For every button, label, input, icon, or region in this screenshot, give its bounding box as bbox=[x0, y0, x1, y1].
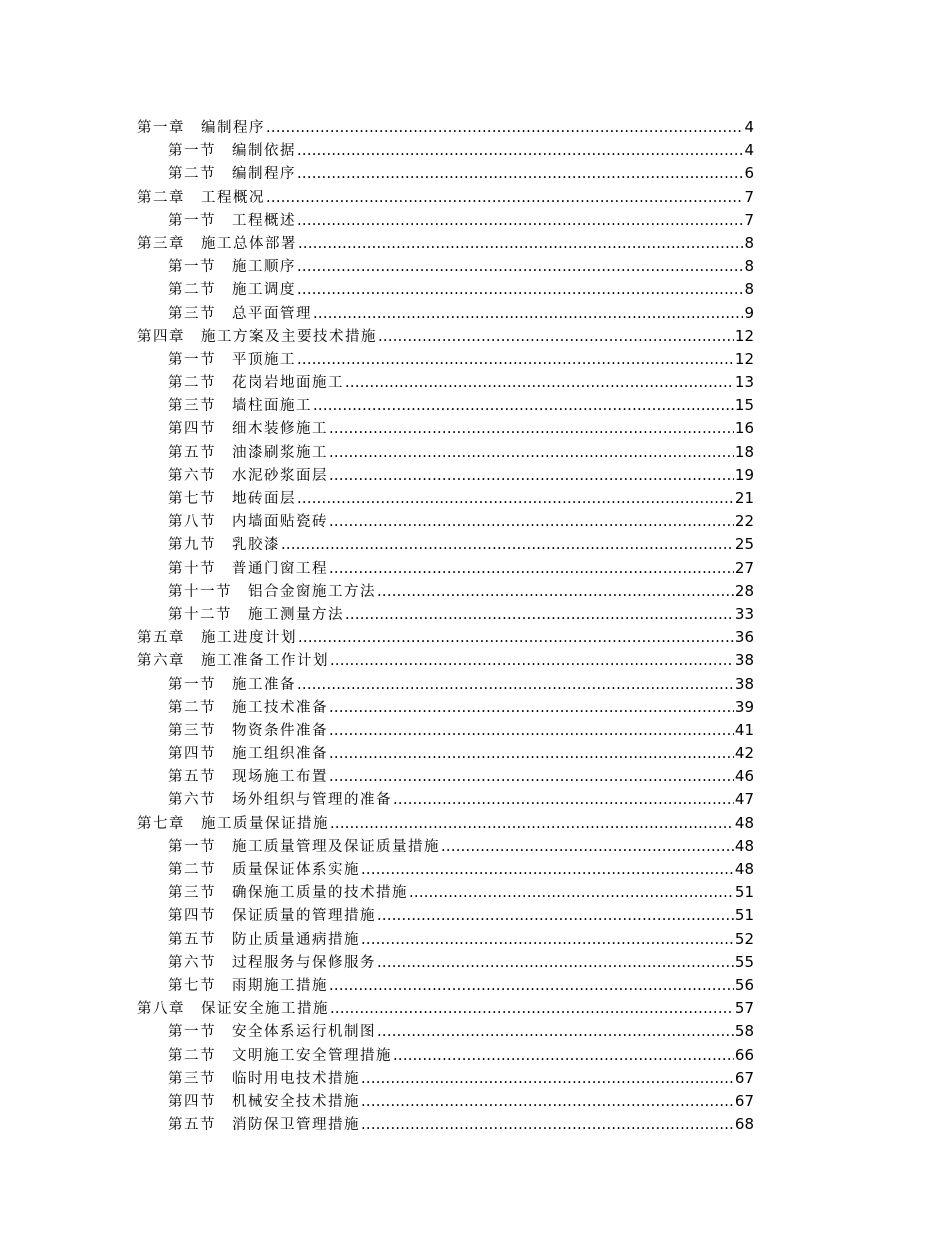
toc-dot-leader bbox=[377, 581, 734, 604]
toc-dot-leader bbox=[393, 789, 734, 812]
toc-entry-label bbox=[137, 233, 297, 256]
toc-entry-label bbox=[168, 975, 328, 998]
toc-entry-label bbox=[168, 929, 360, 952]
toc-entry-label bbox=[168, 442, 328, 465]
toc-entry-label bbox=[137, 998, 329, 1021]
toc-section-entry[interactable] bbox=[137, 533, 754, 556]
toc-entry-label bbox=[168, 140, 296, 163]
toc-entry-label bbox=[168, 488, 296, 511]
toc-section-entry[interactable] bbox=[137, 928, 754, 951]
toc-entry-label bbox=[168, 743, 328, 766]
toc-entry-label bbox=[137, 326, 377, 349]
toc-entry-label bbox=[137, 117, 265, 140]
toc-entry-number: 第一节 bbox=[168, 212, 216, 229]
toc-entry-title: 施工质量保证措施 bbox=[201, 815, 329, 832]
toc-entry-number: 第九节 bbox=[168, 537, 216, 554]
toc-entry-number: 第三节 bbox=[168, 722, 216, 739]
toc-dot-leader bbox=[313, 395, 734, 418]
toc-entry-page: 57 bbox=[734, 999, 754, 1018]
toc-entry-number: 第五章 bbox=[137, 630, 185, 647]
toc-entry-page: 22 bbox=[734, 512, 754, 531]
toc-dot-leader bbox=[330, 813, 734, 836]
toc-section-entry[interactable] bbox=[137, 904, 754, 927]
toc-entry-number: 第三节 bbox=[168, 398, 216, 415]
toc-section-entry[interactable] bbox=[137, 557, 754, 580]
toc-entry-label bbox=[168, 882, 408, 905]
toc-entry-title: 乳胶漆 bbox=[232, 537, 280, 554]
toc-dot-leader bbox=[378, 326, 734, 349]
toc-entry-title: 施工技术准备 bbox=[232, 699, 328, 716]
toc-entry-page: 12 bbox=[734, 349, 754, 368]
toc-entry-number: 第三节 bbox=[168, 305, 216, 322]
toc-entry-page: 18 bbox=[734, 442, 754, 461]
toc-entry-title: 施工进度计划 bbox=[201, 630, 297, 647]
toc-entry-page: 46 bbox=[734, 767, 754, 786]
toc-entry-page: 28 bbox=[734, 581, 754, 600]
toc-entry-title: 施工准备 bbox=[232, 676, 296, 693]
toc-entry-title: 雨期施工措施 bbox=[232, 977, 328, 994]
toc-entry-title: 现场施工布置 bbox=[232, 769, 328, 786]
toc-entry-label bbox=[168, 1114, 360, 1137]
toc-entry-label bbox=[168, 697, 328, 720]
toc-entry-label bbox=[168, 905, 376, 928]
toc-entry-page: 4 bbox=[744, 141, 754, 160]
toc-entry-title: 保证质量的管理措施 bbox=[232, 908, 376, 925]
toc-entry-label bbox=[168, 372, 344, 395]
toc-entry-number: 第五节 bbox=[168, 444, 216, 461]
toc-section-entry[interactable] bbox=[137, 1044, 754, 1067]
toc-entry-number: 第一章 bbox=[137, 120, 185, 136]
toc-entry-label bbox=[168, 604, 344, 627]
toc-section-entry[interactable] bbox=[137, 417, 754, 440]
toc-dot-leader bbox=[329, 975, 734, 998]
toc-entry-title: 保证安全施工措施 bbox=[201, 1001, 329, 1018]
toc-dot-leader bbox=[329, 465, 734, 488]
toc-entry-title: 油漆刷浆施工 bbox=[232, 444, 328, 461]
toc-entry-title: 内墙面贴瓷砖 bbox=[232, 514, 328, 531]
toc-entry-label bbox=[168, 836, 440, 859]
toc-entry-page: 19 bbox=[734, 465, 754, 484]
toc-entry-number: 第一节 bbox=[168, 259, 216, 276]
toc-entry-page: 8 bbox=[744, 280, 754, 299]
toc-entry-title: 地砖面层 bbox=[232, 491, 296, 507]
toc-entry-label bbox=[168, 674, 296, 697]
toc-dot-leader bbox=[329, 720, 734, 743]
toc-entry-number: 第十节 bbox=[168, 560, 216, 577]
toc-dot-leader bbox=[393, 1045, 734, 1068]
toc-section-entry[interactable] bbox=[137, 1020, 754, 1043]
toc-dot-leader bbox=[297, 140, 743, 163]
toc-chapter-entry[interactable] bbox=[137, 325, 754, 348]
toc-dot-leader bbox=[409, 882, 734, 905]
toc-section-entry[interactable] bbox=[137, 881, 754, 904]
toc-entry-title: 总平面管理 bbox=[232, 305, 312, 322]
toc-dot-leader bbox=[297, 256, 743, 279]
toc-section-entry[interactable] bbox=[137, 1113, 754, 1136]
toc-entry-number: 第二节 bbox=[168, 1047, 216, 1064]
toc-dot-leader bbox=[298, 233, 743, 256]
toc-entry-number: 第五节 bbox=[168, 769, 216, 786]
toc-section-entry[interactable] bbox=[137, 441, 754, 464]
toc-entry-label bbox=[168, 1045, 392, 1068]
toc-entry-label bbox=[137, 627, 297, 650]
toc-entry-title: 施工顺序 bbox=[232, 259, 296, 276]
toc-entry-number: 第二节 bbox=[168, 282, 216, 299]
toc-entry-page: 51 bbox=[734, 883, 754, 902]
toc-section-entry[interactable] bbox=[137, 580, 754, 603]
toc-entry-number: 第五节 bbox=[168, 1117, 216, 1134]
toc-section-entry[interactable] bbox=[137, 371, 754, 394]
toc-dot-leader bbox=[297, 279, 743, 302]
toc-entry-title: 临时用电技术措施 bbox=[232, 1070, 360, 1087]
toc-entry-number: 第一节 bbox=[168, 838, 216, 855]
toc-entry-number: 第五节 bbox=[168, 931, 216, 948]
toc-entry-number: 第八节 bbox=[168, 514, 216, 531]
toc-entry-number: 第一节 bbox=[168, 143, 216, 160]
toc-entry-label bbox=[168, 534, 280, 557]
toc-entry-title: 施工测量方法 bbox=[248, 606, 344, 623]
toc-entry-label bbox=[168, 558, 328, 581]
toc-entry-number: 第二章 bbox=[137, 189, 185, 206]
toc-dot-leader bbox=[345, 372, 734, 395]
toc-dot-leader bbox=[298, 627, 734, 650]
toc-entry-title: 物资条件准备 bbox=[232, 722, 328, 739]
toc-entry-page: 7 bbox=[744, 210, 754, 229]
toc-entry-label bbox=[168, 210, 296, 233]
toc-entry-label bbox=[137, 187, 265, 210]
toc-entry-number: 第二节 bbox=[168, 166, 216, 183]
toc-section-entry[interactable] bbox=[137, 1067, 754, 1090]
toc-entry-label bbox=[168, 418, 328, 441]
toc-entry-title: 编制程序 bbox=[201, 120, 265, 136]
toc-entry-number: 第三节 bbox=[168, 885, 216, 902]
toc-dot-leader bbox=[330, 998, 734, 1021]
toc-entry-label bbox=[168, 859, 360, 882]
toc-entry-title: 质量保证体系实施 bbox=[232, 862, 360, 878]
toc-entry-page: 27 bbox=[734, 558, 754, 577]
toc-entry-page: 66 bbox=[734, 1045, 754, 1064]
toc-dot-leader bbox=[297, 488, 734, 511]
toc-entry-page: 9 bbox=[744, 303, 754, 322]
toc-entry-page: 48 bbox=[734, 813, 754, 832]
toc-section-entry[interactable] bbox=[137, 742, 754, 765]
toc-section-entry[interactable] bbox=[137, 139, 754, 162]
toc-entry-number: 第一节 bbox=[168, 1024, 216, 1041]
toc-entry-label bbox=[168, 349, 296, 372]
toc-entry-title: 编制依据 bbox=[232, 143, 296, 160]
toc-entry-title: 平顶施工 bbox=[232, 351, 296, 368]
toc-entry-page: 48 bbox=[734, 860, 754, 878]
toc-dot-leader bbox=[266, 187, 743, 210]
toc-entry-page: 67 bbox=[734, 1068, 754, 1087]
toc-entry-page: 58 bbox=[734, 1022, 754, 1041]
toc-section-entry[interactable] bbox=[137, 858, 754, 881]
toc-dot-leader bbox=[329, 697, 734, 720]
toc-dot-leader bbox=[361, 1114, 734, 1137]
toc-dot-leader bbox=[329, 442, 734, 465]
toc-dot-leader bbox=[361, 859, 734, 882]
toc-entry-page: 8 bbox=[744, 257, 754, 276]
toc-dot-leader bbox=[329, 558, 734, 581]
toc-entry-title: 普通门窗工程 bbox=[232, 560, 328, 577]
toc-entry-page: 42 bbox=[734, 744, 754, 763]
toc-entry-page: 39 bbox=[734, 697, 754, 716]
toc-entry-number: 第六节 bbox=[168, 467, 216, 484]
toc-entry-label bbox=[168, 395, 312, 418]
toc-entry-page: 51 bbox=[734, 906, 754, 925]
toc-entry-label bbox=[168, 256, 296, 279]
toc-chapter-entry[interactable] bbox=[137, 649, 754, 672]
toc-entry-number: 第一节 bbox=[168, 351, 216, 368]
toc-section-entry[interactable] bbox=[137, 603, 754, 626]
toc-section-entry[interactable] bbox=[137, 951, 754, 974]
toc-entry-title: 安全体系运行机制图 bbox=[232, 1024, 376, 1041]
toc-entry-title: 细木装修施工 bbox=[232, 421, 328, 438]
toc-entry-page: 56 bbox=[734, 975, 754, 994]
toc-section-entry[interactable] bbox=[137, 974, 754, 997]
toc-entry-number: 第三章 bbox=[137, 235, 185, 252]
toc-entry-page: 25 bbox=[734, 535, 754, 554]
toc-entry-page: 15 bbox=[734, 396, 754, 415]
toc-entry-page: 52 bbox=[734, 929, 754, 948]
toc-dot-leader bbox=[297, 210, 743, 233]
toc-entry-title: 工程概述 bbox=[232, 212, 296, 229]
toc-section-entry[interactable] bbox=[137, 255, 754, 278]
toc-entry-title: 过程服务与保修服务 bbox=[232, 954, 376, 971]
toc-entry-title: 水泥砂浆面层 bbox=[232, 467, 328, 484]
toc-entry-page: 55 bbox=[734, 952, 754, 971]
toc-entry-number: 第四节 bbox=[168, 421, 216, 438]
toc-section-entry[interactable] bbox=[137, 696, 754, 719]
toc-entry-page: 12 bbox=[734, 326, 754, 345]
toc-entry-title: 机械安全技术措施 bbox=[232, 1093, 360, 1110]
toc-entry-title: 施工方案及主要技术措施 bbox=[201, 328, 377, 345]
toc-entry-title: 工程概况 bbox=[201, 189, 265, 206]
toc-entry-page: 38 bbox=[734, 651, 754, 670]
toc-section-entry[interactable] bbox=[137, 765, 754, 788]
toc-entry-page: 21 bbox=[734, 489, 754, 507]
toc-entry-number: 第六章 bbox=[137, 653, 185, 670]
toc-entry-label bbox=[168, 303, 312, 326]
toc-entry-number: 第三节 bbox=[168, 1070, 216, 1087]
toc-dot-leader bbox=[377, 905, 734, 928]
toc-chapter-entry[interactable] bbox=[137, 186, 754, 209]
toc-dot-leader bbox=[297, 163, 743, 186]
toc-entry-title: 文明施工安全管理措施 bbox=[232, 1047, 392, 1064]
toc-section-entry[interactable] bbox=[137, 394, 754, 417]
toc-entry-number: 第二节 bbox=[168, 862, 216, 878]
toc-entry-label bbox=[168, 581, 376, 604]
toc-entry-page: 33 bbox=[734, 604, 754, 623]
toc-section-entry[interactable] bbox=[137, 464, 754, 487]
toc-entry-number: 第六节 bbox=[168, 792, 216, 809]
toc-entry-title: 场外组织与管理的准备 bbox=[232, 792, 392, 809]
toc-entry-title: 铝合金窗施工方法 bbox=[248, 583, 376, 600]
toc-entry-label bbox=[168, 720, 328, 743]
toc-chapter-entry[interactable] bbox=[137, 232, 754, 255]
toc-dot-leader bbox=[266, 117, 743, 140]
toc-dot-leader bbox=[313, 303, 743, 326]
toc-section-entry[interactable] bbox=[137, 1090, 754, 1113]
toc-entry-page: 16 bbox=[734, 419, 754, 438]
toc-entry-title: 施工准备工作计划 bbox=[201, 653, 329, 670]
toc-entry-label bbox=[168, 1068, 360, 1091]
toc-entry-page: 6 bbox=[744, 164, 754, 183]
toc-dot-leader bbox=[377, 1021, 734, 1044]
toc-dot-leader bbox=[329, 511, 734, 534]
toc-section-entry[interactable] bbox=[137, 162, 754, 185]
toc-section-entry[interactable] bbox=[137, 278, 754, 301]
toc-entry-label bbox=[168, 789, 392, 812]
toc-entry-page: 7 bbox=[744, 187, 754, 206]
toc-dot-leader bbox=[361, 1091, 734, 1114]
toc-section-entry[interactable] bbox=[137, 487, 754, 510]
toc-entry-title: 花岗岩地面施工 bbox=[232, 375, 344, 392]
toc-entry-label bbox=[168, 766, 328, 789]
table-of-contents bbox=[137, 116, 754, 1136]
toc-entry-label bbox=[168, 511, 328, 534]
toc-entry-number: 第二节 bbox=[168, 699, 216, 716]
toc-entry-number: 第四节 bbox=[168, 908, 216, 925]
toc-entry-number: 第六节 bbox=[168, 954, 216, 971]
toc-dot-leader bbox=[441, 836, 734, 859]
toc-chapter-entry[interactable] bbox=[137, 116, 754, 139]
toc-entry-page: 41 bbox=[734, 720, 754, 739]
toc-dot-leader bbox=[297, 349, 734, 372]
toc-entry-number: 第四节 bbox=[168, 746, 216, 763]
toc-entry-page: 4 bbox=[744, 118, 754, 136]
toc-chapter-entry[interactable] bbox=[137, 626, 754, 649]
toc-entry-page: 36 bbox=[734, 628, 754, 647]
toc-entry-title: 施工总体部署 bbox=[201, 235, 297, 252]
toc-section-entry[interactable] bbox=[137, 510, 754, 533]
toc-section-entry[interactable] bbox=[137, 673, 754, 696]
toc-dot-leader bbox=[361, 1068, 734, 1091]
toc-dot-leader bbox=[330, 650, 734, 673]
toc-entry-label bbox=[168, 952, 376, 975]
toc-entry-page: 13 bbox=[734, 373, 754, 392]
toc-dot-leader bbox=[377, 952, 734, 975]
toc-entry-title: 施工组织准备 bbox=[232, 746, 328, 763]
toc-section-entry[interactable] bbox=[137, 348, 754, 371]
toc-entry-page: 8 bbox=[744, 233, 754, 252]
toc-entry-label bbox=[168, 163, 296, 186]
toc-section-entry[interactable] bbox=[137, 302, 754, 325]
toc-chapter-entry[interactable] bbox=[137, 997, 754, 1020]
toc-entry-page: 47 bbox=[734, 790, 754, 809]
toc-section-entry[interactable] bbox=[137, 835, 754, 858]
toc-section-entry[interactable] bbox=[137, 209, 754, 232]
toc-section-entry[interactable] bbox=[137, 788, 754, 811]
toc-entry-number: 第一节 bbox=[168, 676, 216, 693]
toc-entry-label bbox=[137, 813, 329, 836]
toc-entry-page: 67 bbox=[734, 1091, 754, 1110]
toc-dot-leader bbox=[329, 743, 734, 766]
toc-entry-number: 第七节 bbox=[168, 491, 216, 507]
toc-dot-leader bbox=[361, 929, 734, 952]
toc-dot-leader bbox=[297, 674, 734, 697]
toc-entry-page: 38 bbox=[734, 674, 754, 693]
toc-entry-label bbox=[168, 1091, 360, 1114]
toc-entry-title: 确保施工质量的技术措施 bbox=[232, 885, 408, 902]
toc-dot-leader bbox=[281, 534, 734, 557]
toc-entry-number: 第十二节 bbox=[168, 606, 232, 623]
toc-entry-title: 墙柱面施工 bbox=[232, 398, 312, 415]
toc-entry-page: 48 bbox=[734, 836, 754, 855]
toc-entry-page: 68 bbox=[734, 1115, 754, 1134]
toc-entry-label bbox=[168, 1021, 376, 1044]
toc-entry-title: 编制程序 bbox=[232, 166, 296, 183]
toc-section-entry[interactable] bbox=[137, 719, 754, 742]
toc-entry-number: 第四节 bbox=[168, 1093, 216, 1110]
toc-entry-title: 消防保卫管理措施 bbox=[232, 1117, 360, 1134]
toc-entry-label bbox=[137, 650, 329, 673]
toc-entry-number: 第十一节 bbox=[168, 583, 232, 600]
toc-entry-label bbox=[168, 279, 296, 302]
toc-dot-leader bbox=[329, 766, 734, 789]
toc-entry-number: 第七节 bbox=[168, 977, 216, 994]
toc-entry-title: 施工调度 bbox=[232, 282, 296, 299]
toc-dot-leader bbox=[345, 604, 734, 627]
toc-chapter-entry[interactable] bbox=[137, 812, 754, 835]
toc-entry-number: 第七章 bbox=[137, 815, 185, 832]
toc-entry-title: 施工质量管理及保证质量措施 bbox=[232, 838, 440, 855]
toc-entry-number: 第四章 bbox=[137, 328, 185, 345]
toc-entry-title: 防止质量通病措施 bbox=[232, 931, 360, 948]
toc-entry-number: 第二节 bbox=[168, 375, 216, 392]
toc-entry-label bbox=[168, 465, 328, 488]
toc-entry-number: 第八章 bbox=[137, 1001, 185, 1018]
toc-dot-leader bbox=[329, 418, 734, 441]
